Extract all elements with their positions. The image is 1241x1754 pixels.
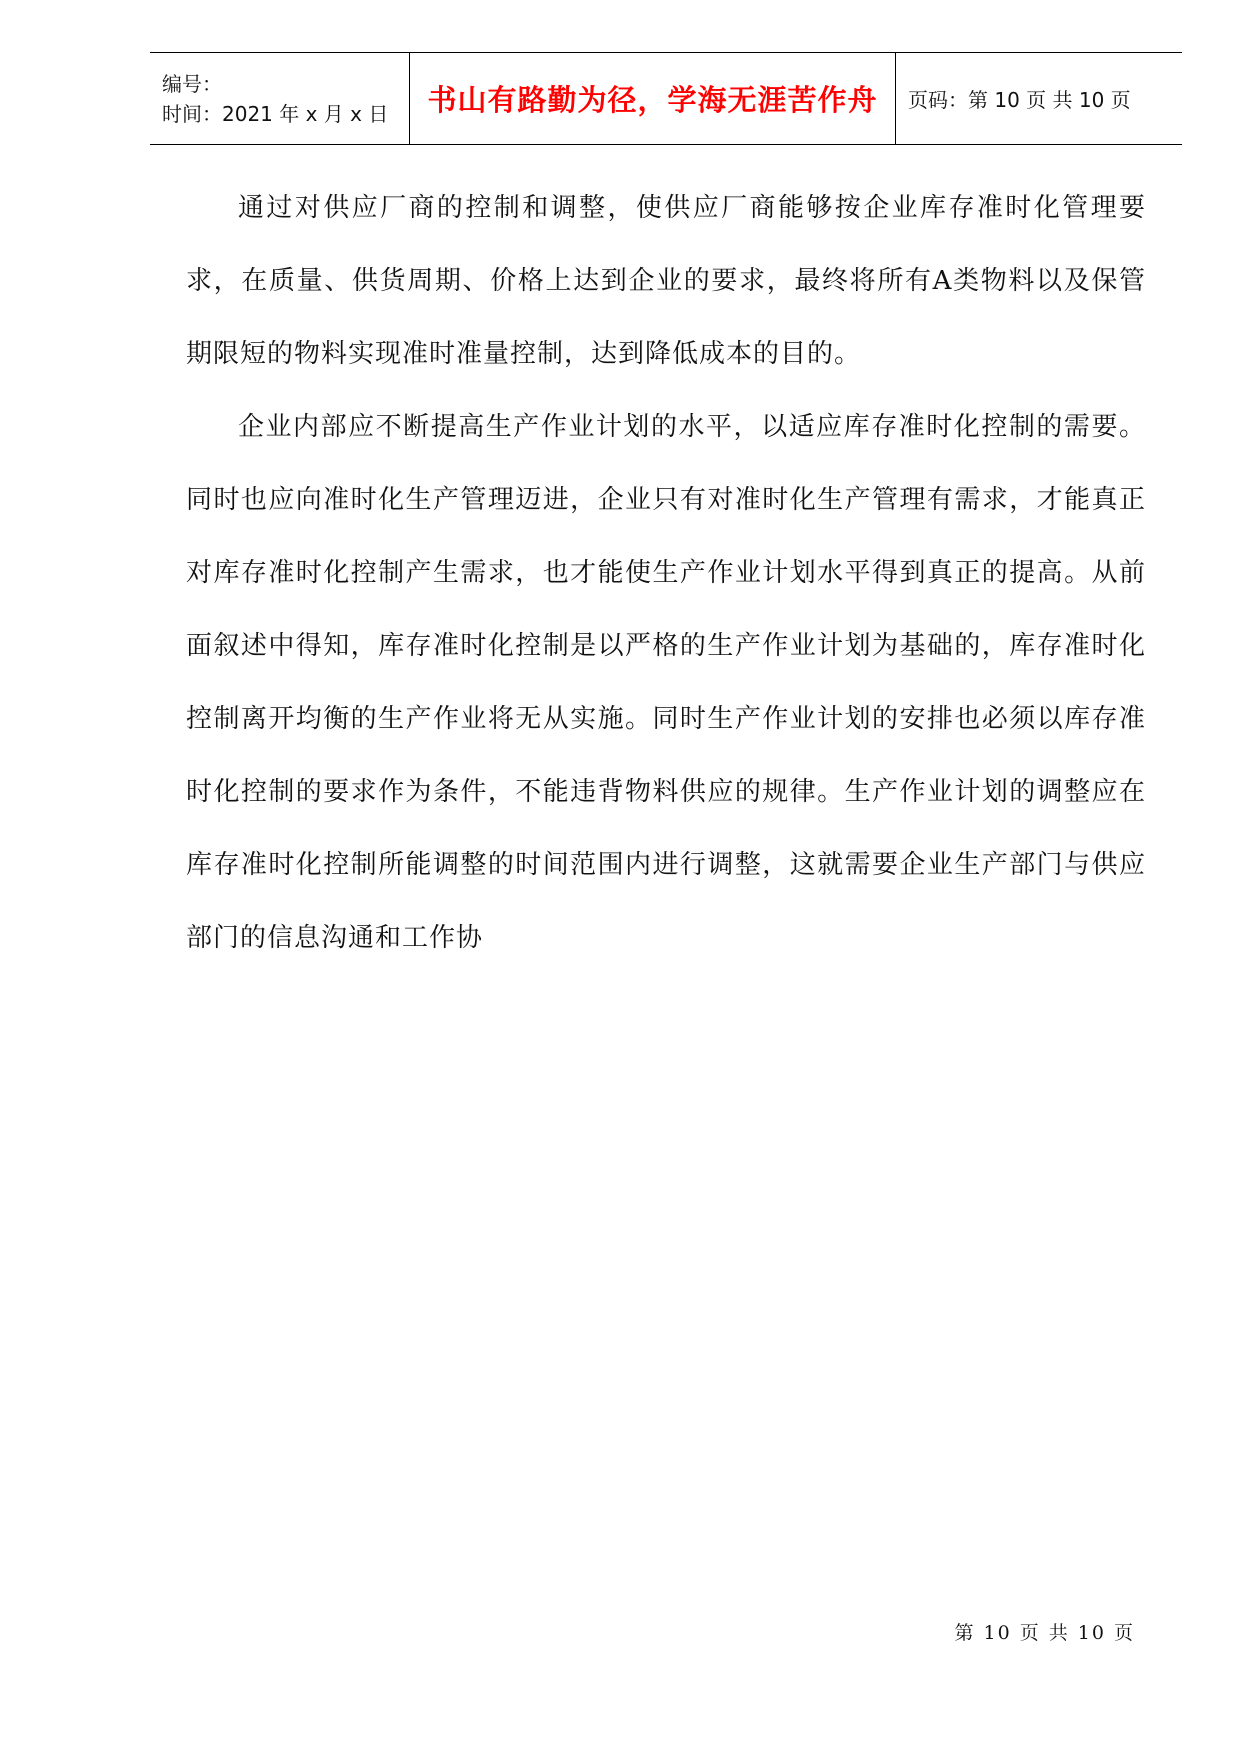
document-header: [150, 52, 1182, 145]
page-footer: 第 10 页 共 10 页: [954, 1622, 1135, 1644]
header-motto-cell: [410, 53, 896, 144]
header-motto: 书山有路勤为径，学海无涯苦作舟: [427, 83, 878, 117]
header-page-number: 页码：第 10 页 共 10 页: [908, 88, 1131, 112]
document-body: [186, 172, 1146, 975]
body-paragraph-1: 通过对供应厂商的控制和调整，使供应厂商能够按企业库存准时化管理要求，在质量、供货周期、价格上达到企业的要求，最终将所有A类物料以及保管期限短的物料实现准时准量控制，达到降低成本的目的。: [186, 193, 1146, 369]
body-paragraph-2: 企业内部应不断提高生产作业计划的水平，以适应库存准时化控制的需要。同时也应向准时化生产管理迈进，企业只有对准时化生产管理有需求，才能真正对库存准时化控制产生需求，也才能使生产作业计划水平得到真正的提高。从前面叙述中得知，库存准时化控制是以严格的生产作业计划为基础的，库存准时化控制离开均衡的生产作业将无从实施。同时生产作业计划的安排也必须以库存准时化控制的要求作为条件，不能违背物料供应的规律。生产作业计划的调整应在库存准时化控制所能调整的时间范围内进行调整，这就需要企业生产部门与供应部门的信息沟通和工作协: [186, 412, 1146, 953]
header-meta-cell: [150, 53, 410, 144]
document-number-label: 编号：: [162, 71, 222, 96]
header-page-cell: [896, 53, 1182, 144]
document-date-label: 时间：2021 年 x 月 x 日: [162, 101, 389, 126]
